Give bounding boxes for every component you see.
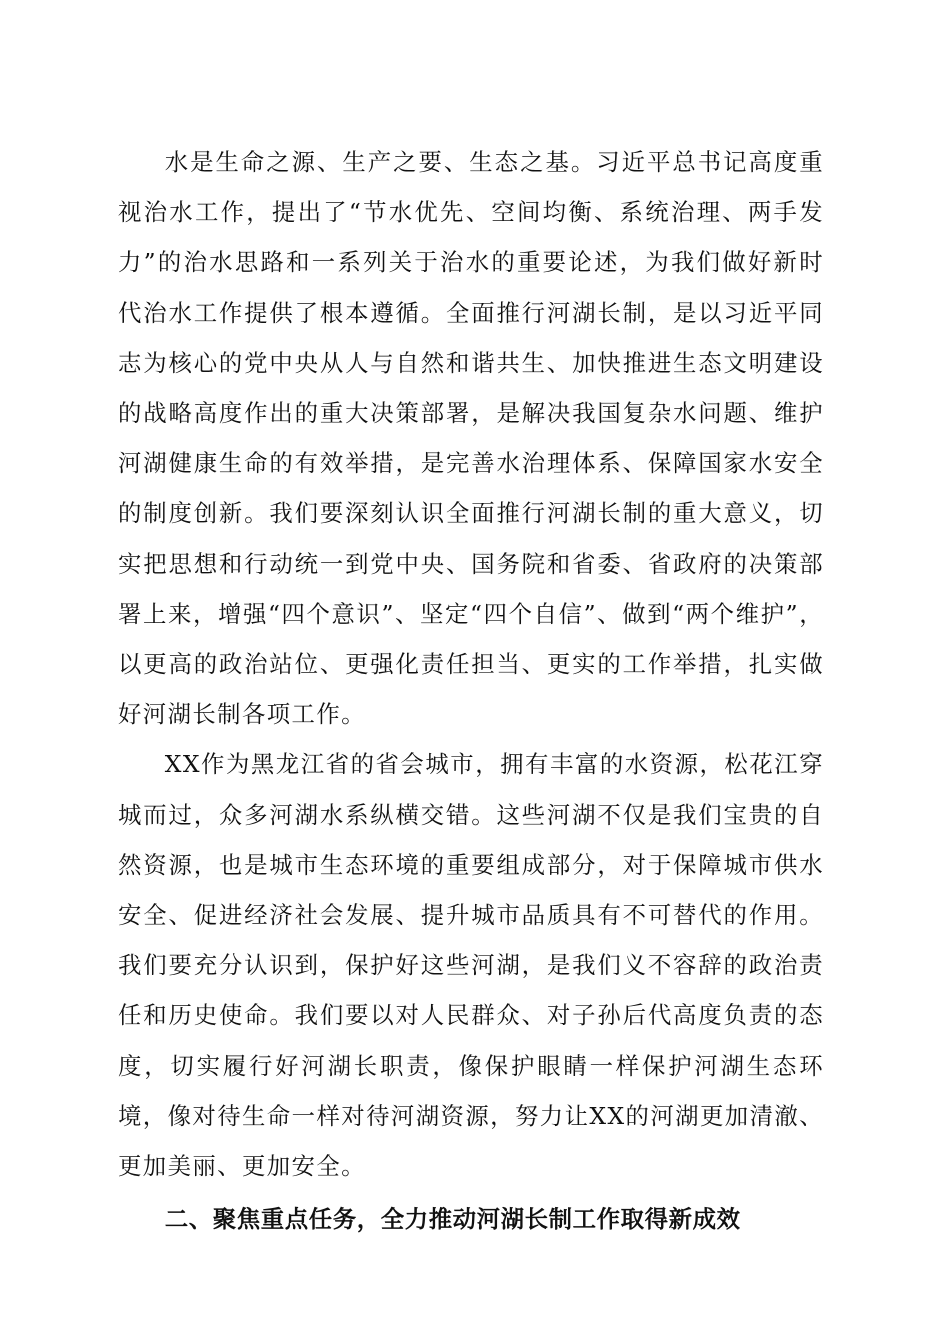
body-paragraph-1: 水是生命之源、生产之要、生态之基。习近平总书记高度重视治水工作，提出了“节水优先、空间均衡、系统治理、两手发力”的治水思路和一系列关于治水的重要论述，为我们做好新时代治水工作提供了根本遵循。全面推行河湖长制，是以习近平同志为核心的党中央从人与自然和谐共生、加快推进生态文明建设的战略高度作出的重大决策部署，是解决我国复杂水问题、维护河湖健康生命的有效举措，是完善水治理体系、保障国家水安全的制度创新。我们要深刻认识全面推行河湖长制的重大意义，切实把思想和行动统一到党中央、国务院和省委、省政府的决策部署上来，增强“四个意识”、坚定“四个自信”、做到“两个维护”，以更高的政治站位、更强化责任担当、更实的工作举措，扎实做好河湖长制各项工作。	[118, 148, 824, 729]
section-heading: 二、聚焦重点任务，全力推动河湖长制工作取得新成效	[164, 1205, 741, 1234]
body-paragraph-2: XX作为黑龙江省的省会城市，拥有丰富的水资源，松花江穿城而过，众多河湖水系纵横交错。这些河湖不仅是我们宝贵的自然资源，也是城市生态环境的重要组成部分，对于保障城市供水安全、促进经济社会发展、提升城市品质具有不可替代的作用。我们要充分认识到，保护好这些河湖，是我们义不容辞的政治责任和历史使命。我们要以对人民群众、对子孙后代高度负责的态度，切实履行好河湖长职责，像保护眼睛一样保护河湖生态环境，像对待生命一样对待河湖资源，努力让XX的河湖更加清澈、更加美丽、更加安全。	[118, 750, 824, 1181]
document-body	[118, 137, 824, 1244]
